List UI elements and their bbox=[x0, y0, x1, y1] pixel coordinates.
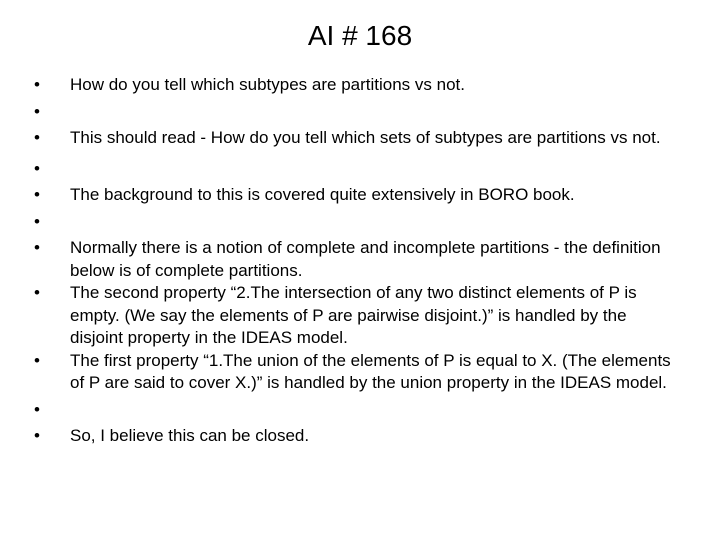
bullet-dot-icon: • bbox=[34, 211, 40, 231]
bullet-item bbox=[0, 74, 720, 97]
bullet-dot-icon: • bbox=[34, 101, 40, 121]
bullet-text: The first property “1.The union of the elements of P is equal to X. (The elements of P are said to cover X.)” is handled by the union property in the IDEAS model. bbox=[70, 350, 671, 392]
bullet-item bbox=[0, 127, 720, 150]
bullet-item bbox=[0, 350, 720, 395]
bullet-item bbox=[0, 399, 720, 422]
bullet-dot-icon: • bbox=[34, 128, 40, 147]
bullet-item bbox=[0, 211, 720, 234]
bullet-dot-icon: • bbox=[34, 350, 40, 370]
bullet-item bbox=[0, 282, 720, 350]
bullet-dot-icon: • bbox=[34, 158, 40, 178]
bullet-dot-icon: • bbox=[34, 75, 40, 94]
bullet-item bbox=[0, 425, 720, 448]
bullet-text: Normally there is a notion of complete and incomplete partitions - the definition below is of complete partitions. bbox=[70, 238, 661, 280]
bullet-dot-icon: • bbox=[34, 185, 40, 204]
bullet-dot-icon: • bbox=[34, 283, 40, 302]
bullet-item bbox=[0, 101, 720, 124]
bullet-text: How do you tell which subtypes are partitions vs not. bbox=[70, 75, 465, 94]
bullet-text bbox=[70, 158, 680, 181]
bullet-text: The second property “2.The intersection of any two distinct elements of P is empty. (We say the elements of P are pairwise disjoint.)” is handled by the disjoint property in the IDEAS model. bbox=[70, 283, 637, 347]
bullet-list bbox=[0, 74, 720, 448]
bullet-text: So, I believe this can be closed. bbox=[70, 426, 310, 445]
bullet-text bbox=[70, 399, 680, 422]
bullet-text: The background to this is covered quite extensively in BORO book. bbox=[70, 185, 575, 204]
bullet-dot-icon: • bbox=[34, 426, 40, 445]
bullet-dot-icon: • bbox=[34, 399, 40, 419]
bullet-text bbox=[70, 211, 680, 234]
bullet-item bbox=[0, 158, 720, 181]
bullet-dot-icon: • bbox=[34, 238, 40, 257]
slide-title: AI # 168 bbox=[307, 20, 413, 51]
bullet-item bbox=[0, 184, 720, 207]
bullet-text bbox=[70, 101, 680, 124]
bullet-text: This should read - How do you tell which sets of subtypes are partitions vs not. bbox=[70, 128, 661, 147]
bullet-item bbox=[0, 237, 720, 282]
